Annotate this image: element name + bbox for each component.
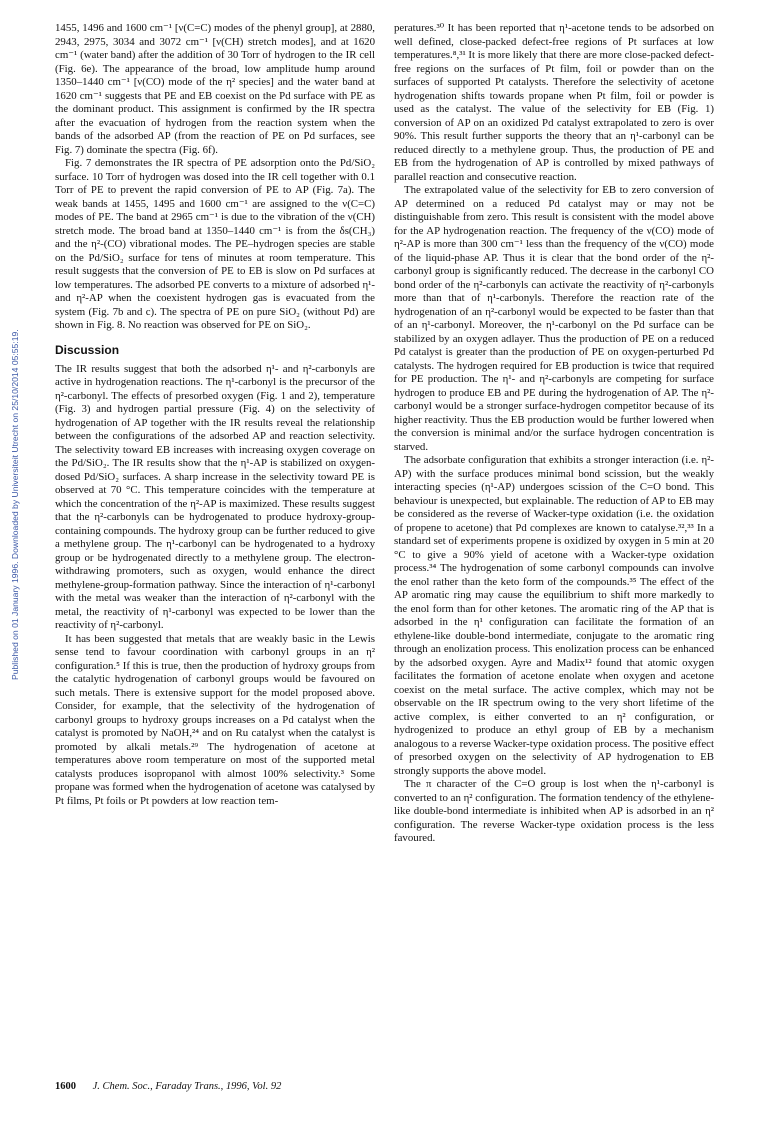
page-footer: [55, 1081, 281, 1092]
journal-citation: J. Chem. Soc., Faraday Trans., 1996, Vol. 92: [92, 1081, 282, 1092]
section-heading: Discussion: [55, 342, 120, 357]
paragraph: It has been suggested that metals that are weakly basic in the Lewis sense tend to favour coordination with carbonyl groups in an η² configuration.⁵ If this is true, then the production of hydroxy groups from the catalytic hydrogenation of carbonyl groups would be favoured on such metals. There is extensive support for the model proposed above. Consider, for example, that the selectivity of the hydrogenation of carbonyl groups to hydroxy groups increases on a Pd catalyst when the catalyst is promoted by NaOH,²⁴ and on Ru catalyst when the catalyst is promoted by alkali metals.²⁹ The hydrogenation of acetone at temperatures above room temperature on most of the supported metal catalysts produces isopropanol with almost 100% selectivity.³ Some propane was formed when the hydrogenation of acetone was catalysed by Pt films, Pt foils or Pt powders at low reaction tem-: [55, 632, 375, 807]
download-watermark: [0, 40, 20, 680]
left-column: [55, 22, 375, 808]
paragraph: peratures.³⁰ It has been reported that η¹-acetone tends to be adsorbed on well defined, close-packed defect-free regions of Pt surfaces at low temperatures.⁸,³¹ It is more likely that there are more close-packed defect-free regions on the surfaces of Pt film, foil or powder than on the surfaces of supported Pt catalysts. Therefore the selectivity of acetone hydrogenation shifts towards propane when Pt film, foil or powder is used as the catalyst. The value of the selectivity for EB (Fig. 1) conversion of AP on an oxidized Pd catalyst extrapolated to zero is over 90%. This result further supports the theory that an η¹-carbonyl can be reduced directly to a methylene group. Thus, the production of PE and EB from the hydrogenation of AP is controlled by mixed pathways of parallel reaction and consecutive reaction.: [394, 22, 714, 183]
download-note-text: Published on 01 January 1996. Downloaded by Universiteit Utrecht on 25/10/2014 05:55:19.: [10, 329, 20, 680]
paragraph: The adsorbate configuration that exhibits a stronger interaction (i.e. η²-AP) with the surface produces minimal bond scission, but the weakly interacting species (η¹-AP) undergoes scission of the C=O bond. This behaviour is unexpected, but explainable. The reduction of AP to EB may be considered as the reverse of Wacker-type oxidation (i.e. the oxidation of propene to acetone) that Pd complexes are known to catalyse.³²,³³ In a standard set of experiments propene is oxidized by oxygen in 5 min at 20 °C to give a 90% yield of acetone with a Wacker-type oxidation process.³⁴ The hydrogenation of some carbonyl compounds can involve the enol rather than the keto form of the compounds.³⁵ The effect of the AP aromatic ring may cause the equilibrium to shift more markedly to the enol form than for other ketones. The aromatic ring of the AP that is adsorbed in the η¹ configuration can facilitate the formation of an ethylene-like double-bond intermediate, conjugate to the aromatic ring through an enolization process. This enolization process can be enhanced by the adsorbed oxygen. Ayre and Madix¹² found that atomic oxygen facilitates the formation of acetone enolate when oxygen and acetone coexist on the metal surface. The active complex, which may not be observable on the IR spectrum owing to the very short lifetime of the active complex, is either converted to an η² configuration, or hydrogenized to produce an ethyl group of EB by a mechanism analogous to a reverse Wacker-type oxidation process. The positive effect of presorbed oxygen on the selectivity of AP hydrogenation to EB strongly supports the above model.: [394, 454, 714, 777]
paragraph: 1455, 1496 and 1600 cm⁻¹ [ν(C=C) modes of the phenyl group], at 2880, 2943, 2975, 3034 and 3072 cm⁻¹ [ν(CH) stretch modes], and at 1620 cm⁻¹ (water band) after the addition of 30 Torr of hydrogen to the IR cell (Fig. 6e). The appearance of the broad, low amplitude hump around 1350–1440 cm⁻¹ [ν(CO) mode of the η² species] and the water band at 1620 cm⁻¹ suggests that PE and EB coexist on the Pd surface with PE as the dominant product. This assignment is confirmed by the IR spectra after the evacuation of hydrogen from the reaction system when the bands of the adsorbed AP (from the reaction of PE on Pd surfaces, see Fig. 7) dominate the spectra (Fig. 6f).: [55, 22, 375, 156]
paragraph: The IR results suggest that both the adsorbed η¹- and η²-carbonyls are active in hydrogenation reactions. The η¹-carbonyl is the precursor of the η²-carbonyl. The effects of presorbed oxygen (Fig. 1 and 2), temperature (Fig. 3) and hydrogen partial pressure (Fig. 4) on the selectivity of hydrogenation of AP together with the IR results reveal the relationship between the configurations of the adsorbed AP and reaction selectivity. The selectivity toward EB increases with increasing oxygen coverage on the Pd/SiO₂. The IR results show that the η¹-AP is stabilized on oxygen-dosed Pd/SiO₂ surfaces. A sharp increase in the selectivity toward PE is observed at 70 °C. This temperature coincides with the temperature at which the concentration of the η²-AP is maximized. These results suggest that the η²-carbonyls can be hydrogenated to produce hydroxy-group-containing compounds. The hydroxy group can be further reduced to give a methylene group. The η¹-carbonyl can be hydrogenated to a hydroxy group or be hydrogenated directly to a methylene group. The electron-withdrawing promoters, such as oxygen, would enhance the direct methylene-group-formation pathway. Since the interaction of η¹-carbonyl with the metal was weaker than the interaction of η²-carbonyl with the metal, the reactivity of η¹-carbonyl was expected to be lower than the reactivity of η²-carbonyl.: [55, 362, 375, 631]
page-number: 1600: [55, 1081, 76, 1092]
paragraph: The extrapolated value of the selectivity for EB to zero conversion of AP determined on a reduced Pd catalyst may or may not be distinguishable from zero. This result is consistent with the model above for the AP hydrogenation reaction. The frequency of the ν(CO) mode of η²-AP is more than 300 cm⁻¹ less than the frequency of the ν(CO) mode of the liquid-phase AP. Thus it is clear that the bond order of the η²-carbonyl group is significantly reduced. The decrease in the carbonyl CO bond order of the η²-carbonyls can activate the reactivity of η²-carbonyls more than that of η¹-carbonyls. Therefore the reaction rate of the hydrogenation of an η²-carbonyl would be expected to be faster than that of an η¹-carbonyl. Moreover, the η¹-carbonyl on the Pd surface can be stabilized by an oxygen adlayer. Thus the production of PE on a reduced Pd catalyst is greater than the production of PE on oxygen-perturbed Pd catalysts. The hydrogen required for EB production is twice that required for PE production. The η¹- and η²-carbonyls are competing for surface hydrogen to produce EB and PE during the hydrogenation of AP. The η²-carbonyl would be a stronger surface-hydrogen competitor because of its higher reactivity. Thus the EB production would be further lowered when the conversion is minimal and/or the surface hydrogen concentration is starved.: [394, 184, 714, 453]
paragraph: Fig. 7 demonstrates the IR spectra of PE adsorption onto the Pd/SiO₂ surface. 10 Torr of hydrogen was dosed into the IR cell together with 0.1 Torr of PE to prevent the rapid conversion of PE to AP (Fig. 7a). The weak bands at 1455, 1495 and 1600 cm⁻¹ are assigned to the ν(C=C) modes of PE. The band at 2965 cm⁻¹ is due to the vibration of the ν(CH) stretch mode. The broad band at 1350–1440 cm⁻¹ is from the δs(CH₃) and the η²-(CO) vibrational modes. The PE–hydrogen species are stable on the Pd/SiO₂ surface for tens of minutes at room temperature. This result suggests that the conversion of PE to EB is slow on Pd surfaces at low temperatures. The adsorbed PE converts to a mixture of adsorbed η¹- and η²-AP when the coexistent hydrogen gas is evacuated from the system (Fig. 7b and c). The spectra of PE on pure SiO₂ (without Pd) are shown in Fig. 8. No reaction was observed for PE on SiO₂.: [55, 157, 375, 331]
right-column: [394, 22, 714, 846]
paragraph: The π character of the C=O group is lost when the η¹-carbonyl is converted to an η² configuration. The formation tendency of the ethylene-like double-bond intermediate is inhibited when AP is adsorbed in an η² configuration. The reverse Wacker-type oxidation process is the less favoured.: [394, 778, 714, 844]
